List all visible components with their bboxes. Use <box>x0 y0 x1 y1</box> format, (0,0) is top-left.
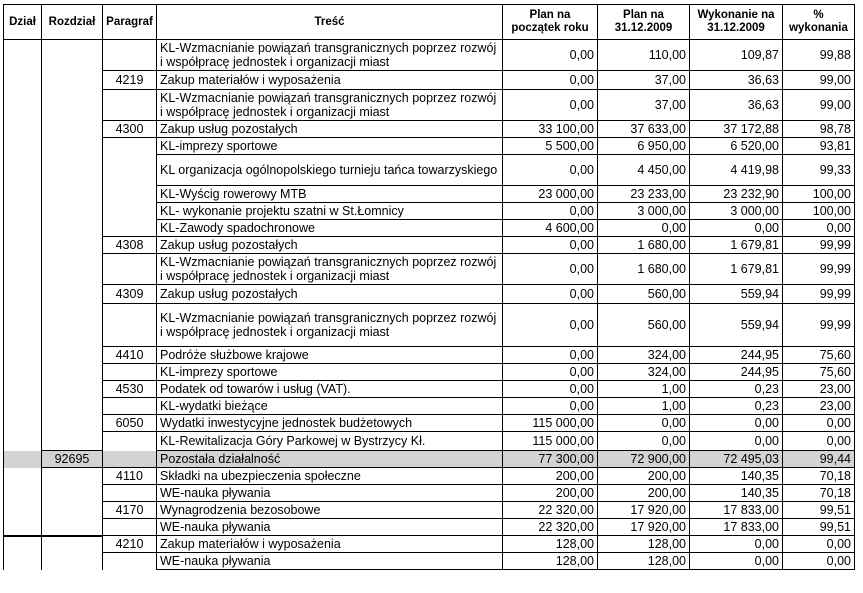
cell-plan-koniec: 1,00 <box>598 381 690 398</box>
header-dzial: Dział <box>4 5 42 40</box>
cell-dzial <box>4 468 42 485</box>
cell-procent: 23,00 <box>783 381 855 398</box>
cell-procent: 99,88 <box>783 40 855 71</box>
cell-dzial <box>4 304 42 347</box>
header-plan-poczatek: Plan na początek roku <box>503 5 598 40</box>
header-procent: % wykonania <box>783 5 855 40</box>
cell-paragraf <box>103 220 157 237</box>
cell-plan-koniec: 4 450,00 <box>598 155 690 186</box>
cell-tresc: KL organizacja ogólnopolskiego turnieju tańca towarzyskiego <box>157 155 503 186</box>
table-row <box>4 415 855 432</box>
cell-plan-poczatek: 0,00 <box>503 398 598 415</box>
cell-wykonanie: 244,95 <box>690 347 783 364</box>
cell-wykonanie: 0,00 <box>690 432 783 451</box>
cell-paragraf <box>103 203 157 220</box>
cell-tresc: Zakup usług pozostałych <box>157 285 503 304</box>
cell-plan-poczatek: 0,00 <box>503 285 598 304</box>
cell-plan-poczatek: 200,00 <box>503 485 598 502</box>
header-rozdzial: Rozdział <box>42 5 103 40</box>
cell-paragraf <box>103 519 157 536</box>
cell-dzial <box>4 138 42 155</box>
cell-wykonanie: 559,94 <box>690 285 783 304</box>
budget-document <box>3 4 855 570</box>
cell-dzial <box>4 347 42 364</box>
cell-wykonanie: 17 833,00 <box>690 519 783 536</box>
cell-wykonanie: 1 679,81 <box>690 254 783 285</box>
cell-plan-poczatek: 128,00 <box>503 536 598 553</box>
cell-plan-poczatek: 128,00 <box>503 553 598 570</box>
cell-procent: 0,00 <box>783 220 855 237</box>
cell-plan-koniec: 0,00 <box>598 220 690 237</box>
table-row <box>4 71 855 90</box>
cell-procent: 99,99 <box>783 254 855 285</box>
cell-wykonanie: 244,95 <box>690 364 783 381</box>
cell-dzial <box>4 285 42 304</box>
cell-rozdzial <box>42 415 103 432</box>
cell-procent: 93,81 <box>783 138 855 155</box>
cell-dzial <box>4 155 42 186</box>
cell-rozdzial <box>42 485 103 502</box>
cell-plan-koniec: 17 920,00 <box>598 502 690 519</box>
header-wykonanie: Wykonanie na 31.12.2009 <box>690 5 783 40</box>
cell-procent: 0,00 <box>783 553 855 570</box>
cell-rozdzial <box>42 398 103 415</box>
cell-tresc: KL-imprezy sportowe <box>157 364 503 381</box>
cell-wykonanie: 36,63 <box>690 71 783 90</box>
cell-plan-poczatek: 33 100,00 <box>503 121 598 138</box>
cell-rozdzial <box>42 468 103 485</box>
cell-wykonanie: 1 679,81 <box>690 237 783 254</box>
cell-procent: 99,00 <box>783 90 855 121</box>
cell-dzial <box>4 364 42 381</box>
cell-plan-poczatek: 22 320,00 <box>503 502 598 519</box>
cell-dzial <box>4 40 42 71</box>
cell-tresc: Składki na ubezpieczenia społeczne <box>157 468 503 485</box>
cell-rozdzial <box>42 138 103 155</box>
table-row <box>4 138 855 155</box>
table-row <box>4 40 855 71</box>
cell-tresc: Zakup usług pozostałych <box>157 237 503 254</box>
cell-dzial <box>4 220 42 237</box>
cell-plan-koniec: 1,00 <box>598 398 690 415</box>
table-row <box>4 237 855 254</box>
cell-rozdzial <box>42 347 103 364</box>
cell-tresc: Wydatki inwestycyjne jednostek budżetowych <box>157 415 503 432</box>
cell-procent: 98,78 <box>783 121 855 138</box>
table-row <box>4 347 855 364</box>
cell-paragraf: 4530 <box>103 381 157 398</box>
cell-paragraf: 4300 <box>103 121 157 138</box>
cell-procent: 99,99 <box>783 304 855 347</box>
cell-procent: 0,00 <box>783 432 855 451</box>
cell-wykonanie: 140,35 <box>690 468 783 485</box>
cell-plan-poczatek: 0,00 <box>503 254 598 285</box>
table-row <box>4 468 855 485</box>
cell-plan-koniec: 37,00 <box>598 90 690 121</box>
cell-rozdzial <box>42 553 103 570</box>
cell-tresc: KL-Wzmacnianie powiązań transgranicznych poprzez rozwój i współpracę jednostek i organizacji miast <box>157 304 503 347</box>
cell-tresc: KL-Rewitalizacja Góry Parkowej w Bystrzycy Kł. <box>157 432 503 451</box>
table-row <box>4 364 855 381</box>
cell-paragraf: 4410 <box>103 347 157 364</box>
cell-plan-koniec: 0,00 <box>598 415 690 432</box>
cell-paragraf: 4309 <box>103 285 157 304</box>
cell-rozdzial <box>42 237 103 254</box>
cell-rozdzial <box>42 71 103 90</box>
cell-plan-koniec: 6 950,00 <box>598 138 690 155</box>
cell-rozdzial <box>42 203 103 220</box>
cell-dzial <box>4 553 42 570</box>
table-row <box>4 121 855 138</box>
cell-tresc: Zakup materiałów i wyposażenia <box>157 536 503 553</box>
cell-wykonanie: 0,00 <box>690 553 783 570</box>
cell-plan-poczatek: 200,00 <box>503 468 598 485</box>
cell-procent: 70,18 <box>783 468 855 485</box>
table-row <box>4 519 855 536</box>
cell-dzial <box>4 519 42 536</box>
table-row <box>4 220 855 237</box>
cell-tresc: Podatek od towarów i usług (VAT). <box>157 381 503 398</box>
cell-tresc: KL-wydatki bieżące <box>157 398 503 415</box>
cell-dzial <box>4 485 42 502</box>
cell-tresc: WE-nauka pływania <box>157 553 503 570</box>
cell-dzial <box>4 203 42 220</box>
table-row <box>4 186 855 203</box>
table-row <box>4 432 855 451</box>
cell-wykonanie: 140,35 <box>690 485 783 502</box>
cell-tresc: KL-Wzmacnianie powiązań transgranicznych poprzez rozwój i współpracę jednostek i organizacji miast <box>157 254 503 285</box>
cell-plan-poczatek: 115 000,00 <box>503 415 598 432</box>
table-row <box>4 381 855 398</box>
cell-plan-poczatek: 4 600,00 <box>503 220 598 237</box>
cell-procent: 0,00 <box>783 415 855 432</box>
cell-plan-poczatek: 0,00 <box>503 347 598 364</box>
cell-plan-koniec: 560,00 <box>598 304 690 347</box>
cell-dzial <box>4 71 42 90</box>
cell-rozdzial <box>42 519 103 536</box>
cell-plan-poczatek: 0,00 <box>503 90 598 121</box>
cell-plan-koniec: 1 680,00 <box>598 254 690 285</box>
cell-paragraf <box>103 304 157 347</box>
cell-tresc: KL-Zawody spadochronowe <box>157 220 503 237</box>
cell-plan-poczatek: 0,00 <box>503 155 598 186</box>
cell-dzial <box>4 536 42 553</box>
cell-dzial <box>4 186 42 203</box>
header-row <box>4 5 855 40</box>
cell-dzial <box>4 254 42 285</box>
table-row <box>4 451 855 468</box>
table-body <box>4 40 855 570</box>
cell-plan-poczatek: 0,00 <box>503 71 598 90</box>
table-row <box>4 304 855 347</box>
cell-wykonanie: 0,23 <box>690 398 783 415</box>
cell-procent: 0,00 <box>783 536 855 553</box>
table-row <box>4 90 855 121</box>
cell-paragraf <box>103 90 157 121</box>
cell-plan-koniec: 23 233,00 <box>598 186 690 203</box>
cell-wykonanie: 23 232,90 <box>690 186 783 203</box>
cell-plan-poczatek: 115 000,00 <box>503 432 598 451</box>
cell-plan-koniec: 0,00 <box>598 432 690 451</box>
cell-dzial <box>4 415 42 432</box>
cell-rozdzial <box>42 432 103 451</box>
cell-procent: 99,51 <box>783 519 855 536</box>
cell-plan-koniec: 72 900,00 <box>598 451 690 468</box>
cell-paragraf: 4170 <box>103 502 157 519</box>
cell-dzial <box>4 237 42 254</box>
cell-rozdzial <box>42 364 103 381</box>
cell-procent: 70,18 <box>783 485 855 502</box>
cell-plan-koniec: 200,00 <box>598 485 690 502</box>
cell-paragraf <box>103 432 157 451</box>
cell-plan-koniec: 3 000,00 <box>598 203 690 220</box>
cell-wykonanie: 17 833,00 <box>690 502 783 519</box>
cell-procent: 99,99 <box>783 285 855 304</box>
cell-plan-poczatek: 77 300,00 <box>503 451 598 468</box>
cell-wykonanie: 3 000,00 <box>690 203 783 220</box>
cell-dzial <box>4 121 42 138</box>
cell-plan-koniec: 128,00 <box>598 536 690 553</box>
header-plan-koniec: Plan na 31.12.2009 <box>598 5 690 40</box>
cell-rozdzial: 92695 <box>42 451 103 468</box>
table-row <box>4 285 855 304</box>
cell-rozdzial <box>42 220 103 237</box>
cell-paragraf <box>103 138 157 155</box>
cell-plan-poczatek: 0,00 <box>503 40 598 71</box>
cell-paragraf: 4308 <box>103 237 157 254</box>
table-row <box>4 553 855 570</box>
cell-tresc: KL-Wyścig rowerowy MTB <box>157 186 503 203</box>
cell-plan-koniec: 37,00 <box>598 71 690 90</box>
cell-paragraf <box>103 40 157 71</box>
cell-procent: 75,60 <box>783 364 855 381</box>
cell-rozdzial <box>42 186 103 203</box>
cell-wykonanie: 4 419,98 <box>690 155 783 186</box>
cell-rozdzial <box>42 254 103 285</box>
cell-procent: 99,99 <box>783 237 855 254</box>
cell-paragraf <box>103 155 157 186</box>
cell-paragraf: 4210 <box>103 536 157 553</box>
table-row <box>4 254 855 285</box>
cell-procent: 75,60 <box>783 347 855 364</box>
cell-tresc: WE-nauka pływania <box>157 485 503 502</box>
cell-tresc: KL-Wzmacnianie powiązań transgranicznych poprzez rozwój i współpracę jednostek i organizacji miast <box>157 90 503 121</box>
cell-plan-koniec: 560,00 <box>598 285 690 304</box>
cell-paragraf: 6050 <box>103 415 157 432</box>
cell-wykonanie: 72 495,03 <box>690 451 783 468</box>
cell-paragraf <box>103 186 157 203</box>
cell-plan-koniec: 128,00 <box>598 553 690 570</box>
cell-rozdzial <box>42 502 103 519</box>
cell-paragraf <box>103 254 157 285</box>
cell-dzial <box>4 451 42 468</box>
cell-wykonanie: 0,00 <box>690 536 783 553</box>
cell-paragraf <box>103 364 157 381</box>
cell-wykonanie: 0,00 <box>690 415 783 432</box>
cell-wykonanie: 559,94 <box>690 304 783 347</box>
budget-table <box>3 4 855 570</box>
cell-procent: 100,00 <box>783 186 855 203</box>
cell-procent: 99,00 <box>783 71 855 90</box>
cell-rozdzial <box>42 155 103 186</box>
cell-procent: 99,44 <box>783 451 855 468</box>
cell-plan-poczatek: 0,00 <box>503 304 598 347</box>
cell-tresc: KL- wykonanie projektu szatni w St.Łomnicy <box>157 203 503 220</box>
cell-plan-poczatek: 5 500,00 <box>503 138 598 155</box>
cell-wykonanie: 0,23 <box>690 381 783 398</box>
cell-plan-koniec: 1 680,00 <box>598 237 690 254</box>
cell-dzial <box>4 502 42 519</box>
cell-tresc: Zakup usług pozostałych <box>157 121 503 138</box>
cell-plan-poczatek: 0,00 <box>503 364 598 381</box>
cell-tresc: WE-nauka pływania <box>157 519 503 536</box>
cell-procent: 100,00 <box>783 203 855 220</box>
cell-procent: 99,51 <box>783 502 855 519</box>
cell-tresc: KL-Wzmacnianie powiązań transgranicznych poprzez rozwój i współpracę jednostek i organizacji miast <box>157 40 503 71</box>
cell-rozdzial <box>42 536 103 553</box>
cell-plan-koniec: 324,00 <box>598 347 690 364</box>
cell-wykonanie: 6 520,00 <box>690 138 783 155</box>
cell-wykonanie: 0,00 <box>690 220 783 237</box>
cell-wykonanie: 36,63 <box>690 90 783 121</box>
cell-tresc: Zakup materiałów i wyposażenia <box>157 71 503 90</box>
table-row <box>4 485 855 502</box>
cell-rozdzial <box>42 40 103 71</box>
table-row <box>4 155 855 186</box>
cell-tresc: Podróże służbowe krajowe <box>157 347 503 364</box>
header-tresc: Treść <box>157 5 503 40</box>
cell-dzial <box>4 432 42 451</box>
cell-plan-koniec: 200,00 <box>598 468 690 485</box>
cell-rozdzial <box>42 121 103 138</box>
cell-paragraf: 4110 <box>103 468 157 485</box>
cell-wykonanie: 109,87 <box>690 40 783 71</box>
cell-dzial <box>4 381 42 398</box>
cell-paragraf <box>103 451 157 468</box>
cell-plan-poczatek: 23 000,00 <box>503 186 598 203</box>
cell-procent: 99,33 <box>783 155 855 186</box>
cell-rozdzial <box>42 304 103 347</box>
cell-plan-poczatek: 0,00 <box>503 203 598 220</box>
cell-plan-koniec: 37 633,00 <box>598 121 690 138</box>
cell-wykonanie: 37 172,88 <box>690 121 783 138</box>
cell-procent: 23,00 <box>783 398 855 415</box>
cell-rozdzial <box>42 90 103 121</box>
cell-plan-koniec: 17 920,00 <box>598 519 690 536</box>
cell-paragraf <box>103 553 157 570</box>
cell-dzial <box>4 90 42 121</box>
cell-plan-koniec: 324,00 <box>598 364 690 381</box>
cell-paragraf <box>103 485 157 502</box>
table-row <box>4 398 855 415</box>
cell-paragraf: 4219 <box>103 71 157 90</box>
cell-rozdzial <box>42 381 103 398</box>
cell-rozdzial <box>42 285 103 304</box>
cell-plan-poczatek: 0,00 <box>503 381 598 398</box>
cell-tresc: KL-imprezy sportowe <box>157 138 503 155</box>
cell-plan-koniec: 110,00 <box>598 40 690 71</box>
cell-plan-poczatek: 0,00 <box>503 237 598 254</box>
cell-tresc: Pozostała działalność <box>157 451 503 468</box>
cell-tresc: Wynagrodzenia bezosobowe <box>157 502 503 519</box>
cell-plan-poczatek: 22 320,00 <box>503 519 598 536</box>
table-row <box>4 536 855 553</box>
table-row <box>4 203 855 220</box>
header-paragraf: Paragraf <box>103 5 157 40</box>
cell-dzial <box>4 398 42 415</box>
table-row <box>4 502 855 519</box>
cell-paragraf <box>103 398 157 415</box>
